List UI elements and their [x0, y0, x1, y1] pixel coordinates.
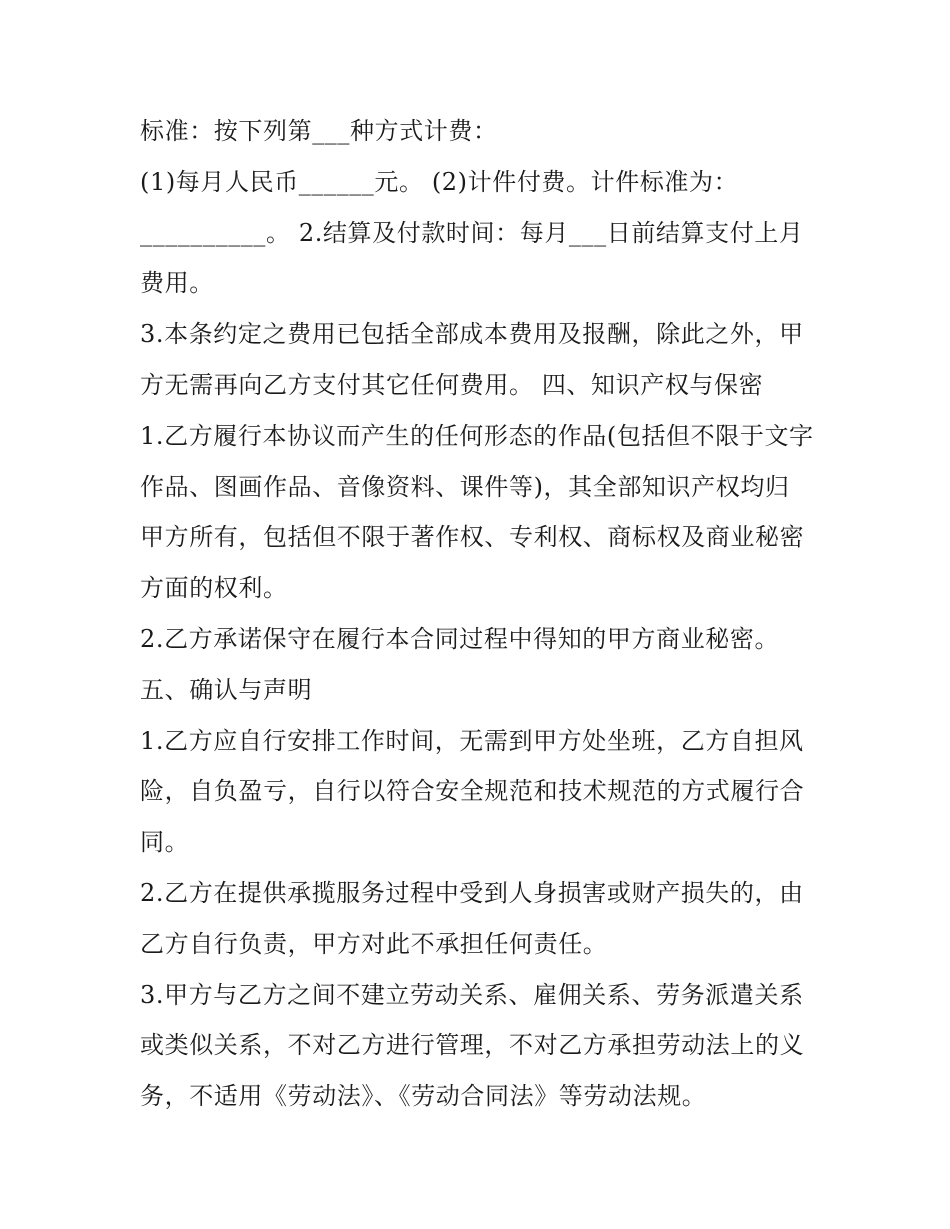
- text-line-ip-clause-1: 1.乙方履行本协议而产生的任何形态的作品(包括但不限于文字: [140, 421, 814, 450]
- text-line-confirm-clause-3-end: 务，不适用《劳动法》、《劳动合同法》等劳动法规。: [140, 1082, 707, 1111]
- text-line-settlement-end: 费用。: [140, 269, 214, 298]
- text-line-confirm-clause-1: 1.乙方应自行安排工作时间，无需到甲方处坐班，乙方自担风: [140, 726, 804, 755]
- text-line-ip-clause-1-cont2: 甲方所有，包括但不限于著作权、专利权、商标权及商业秘密: [140, 523, 805, 552]
- text-line-section-ip-heading: 方无需再向乙方支付其它任何费用。 四、知识产权与保密: [140, 370, 764, 399]
- text-line-ip-clause-1-end: 方面的权利。: [140, 574, 288, 603]
- text-line-ip-clause-1-cont: 作品、图画作品、音像资料、课件等)，其全部知识产权均归: [140, 472, 790, 501]
- text-line-confirm-clause-1-cont: 险，自负盈亏，自行以符合安全规范和技术规范的方式履行合: [140, 777, 805, 806]
- text-line-confirm-clause-3: 3.甲方与乙方之间不建立劳动关系、雇佣关系、劳务派遣关系: [140, 980, 804, 1009]
- text-line-fee-method: 标准：按下列第___种方式计费：: [140, 117, 498, 145]
- text-line-confirm-clause-2-end: 乙方自行负责，甲方对此不承担任何责任。: [140, 929, 608, 958]
- text-line-confirm-clause-1-end: 同。: [140, 828, 190, 857]
- text-line-ip-clause-2: 2.乙方承诺保守在履行本合同过程中得知的甲方商业秘密。: [140, 624, 780, 653]
- text-line-confirm-clause-2: 2.乙方在提供承揽服务过程中受到人身损害或财产损失的，由: [140, 878, 804, 907]
- text-line-settlement-time: __________。 2.结算及付款时间：每月___日前结算支付上月: [140, 218, 804, 247]
- text-line-fee-inclusion: 3.本条约定之费用已包括全部成本费用及报酬，除此之外，甲: [140, 320, 804, 349]
- text-line-section-confirm-heading: 五、确认与声明: [140, 675, 313, 704]
- text-line-monthly-fee: (1)每月人民币______元。 (2)计件付费。计件标准为：: [140, 167, 739, 196]
- document-body: [140, 106, 820, 1122]
- text-line-confirm-clause-3-cont: 或类似关系，不对乙方进行管理，不对乙方承担劳动法上的义: [140, 1031, 805, 1060]
